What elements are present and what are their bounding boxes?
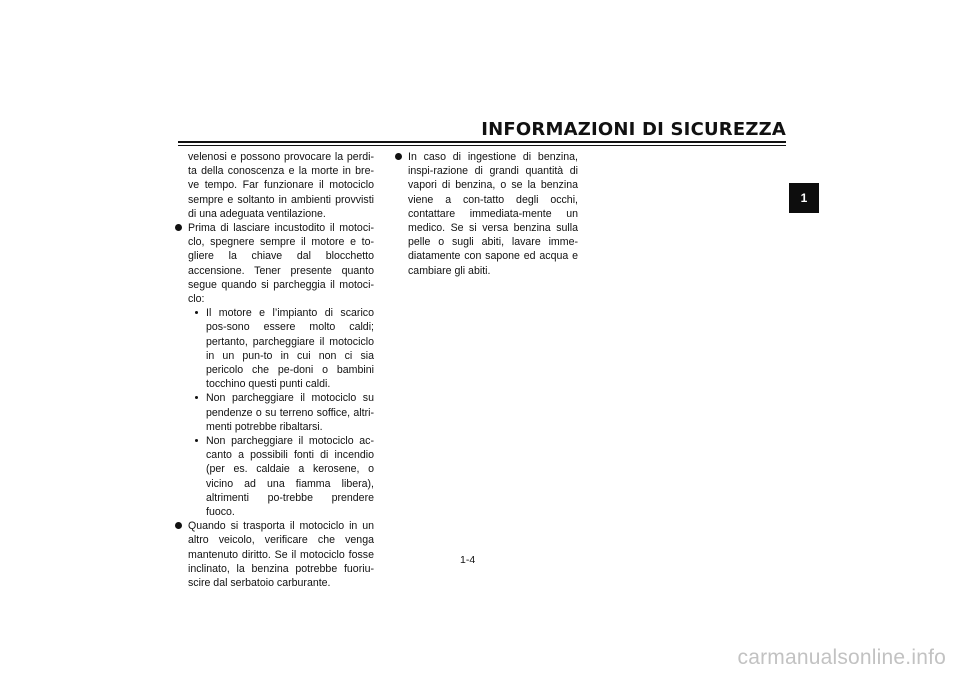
- bullet-item-ingestion: [394, 150, 578, 278]
- sub-bullet-icon: [195, 311, 198, 314]
- bullet-icon: [175, 224, 182, 231]
- continuation-paragraph: velenosi e possono provocare la perdi-ta della conoscenza e la morte in bre-ve tempo. Far funzionare il motociclo sempre e soltanto in ambienti provvisti di una adeguata ventilazione.: [188, 151, 374, 220]
- page-number: 1-4: [460, 554, 476, 566]
- sub-bullet-item: [174, 306, 374, 391]
- sub-bullet-text: Non parcheggiare il motociclo su pendenze o su terreno soffice, altri-menti potrebbe ribaltarsi.: [206, 392, 374, 433]
- sub-bullet-item: [174, 391, 374, 434]
- left-column: [174, 150, 374, 590]
- bullet-icon: [395, 153, 402, 160]
- sub-bullet-icon: [195, 396, 198, 399]
- header-rule-thin: [178, 145, 786, 146]
- bullet-icon: [175, 522, 182, 529]
- section-title: INFORMAZIONI DI SICUREZZA: [481, 118, 786, 140]
- header-rule-thick: [178, 141, 786, 143]
- chapter-tab-label: 1: [800, 191, 808, 205]
- bullet-item-parking: [174, 221, 374, 306]
- bullet-item-text: Prima di lasciare incustodito il motoci-clo, spegnere sempre il motore e to-gliere la chiave dal blocchetto accensione. Tener presente quanto segue quando si parcheggia il motoci-clo:: [188, 222, 374, 306]
- bullet-item-text: Quando si trasporta il motociclo in un altro veicolo, verificare che venga mantenuto diritto. Se il motociclo fosse inclinato, la benzina potrebbe fuoriu-scire dal serbatoio carburante.: [188, 520, 374, 590]
- bullet-item-text: In caso di ingestione di benzina, inspi-razione di grandi quantità di vapori di benzina, o se la benzina viene a con-tatto degli occhi, contattare immediata-mente un medico. Se si versa benzina sulla pelle o sugli abiti, lavare imme-diatamente con sapone ed acqua e cambiare gli abiti.: [408, 151, 578, 277]
- right-column: [394, 150, 578, 278]
- chapter-tab: [789, 183, 819, 213]
- sub-bullet-item: [174, 434, 374, 519]
- sub-bullet-icon: [195, 439, 198, 442]
- page-header: [481, 118, 786, 140]
- sub-bullet-text: Non parcheggiare il motociclo ac-canto a possibili fonti di incendio (per es. caldaie a kerosene, o vicino ad una fiamma libera), altrimenti po-trebbe prendere fuoco.: [206, 435, 374, 519]
- sub-bullet-text: Il motore e l’impianto di scarico pos-sono essere molto caldi; pertanto, parcheggiare il motociclo in un pun-to in cui non ci sia pericolo che pe-doni o bambini tocchino questi punti caldi.: [206, 307, 374, 391]
- bullet-item-transport: [174, 519, 374, 590]
- watermark-text: carmanualsonline.info: [737, 646, 946, 669]
